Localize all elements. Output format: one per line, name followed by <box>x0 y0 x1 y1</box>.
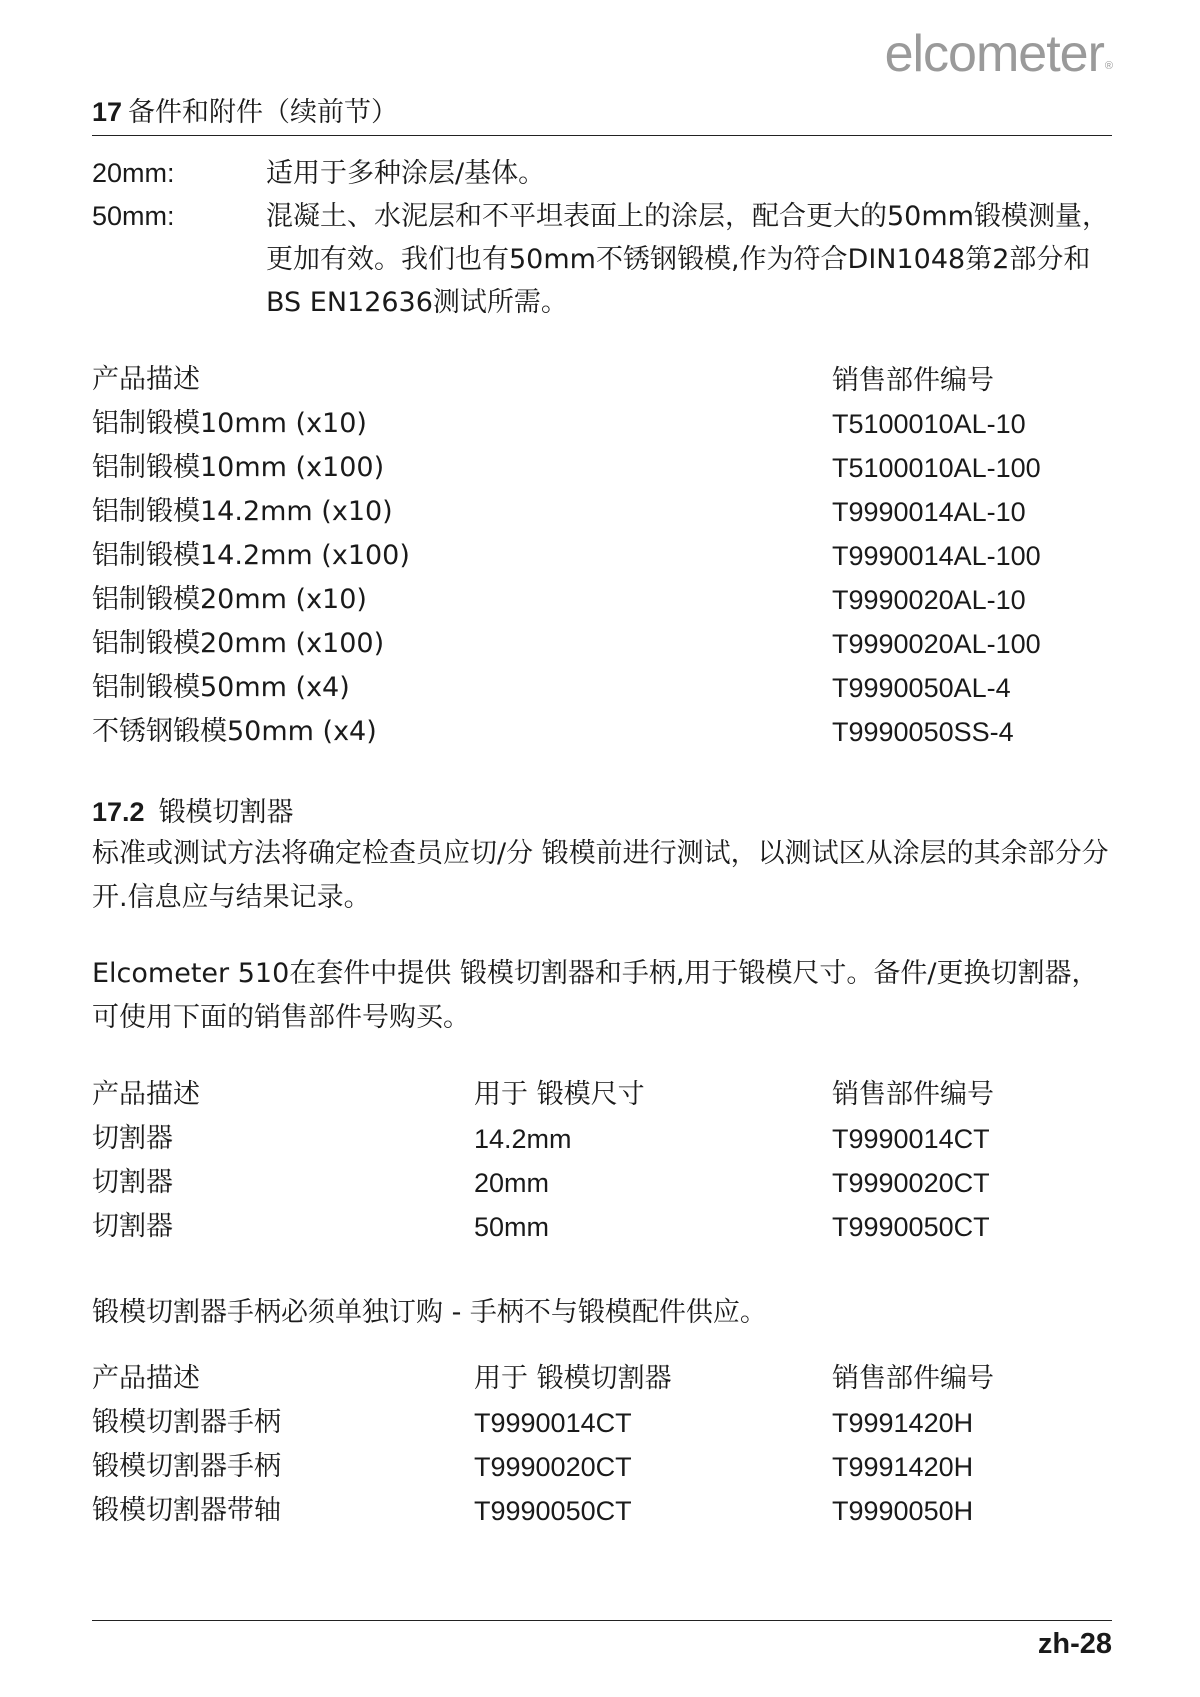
cell-part-number: T9990050H <box>832 1496 974 1526</box>
table-row <box>92 1489 1112 1533</box>
cell-dolly-size: 50mm <box>474 1212 550 1242</box>
table-row <box>92 578 1112 622</box>
table-row <box>92 1401 1112 1445</box>
cell-description: 铝制锻模50mm (x4) <box>92 672 350 703</box>
cell-description: 不锈钢锻模50mm (x4) <box>92 716 377 747</box>
cell-description: 锻模切割器手柄 <box>92 1451 281 1482</box>
logo-text: elcometer <box>884 25 1104 83</box>
header-dolly-cutter: 用于 锻模切割器 <box>474 1363 672 1394</box>
table-header-row <box>92 358 1112 402</box>
table-row <box>92 710 1112 754</box>
cell-cutter: T9990014CT <box>474 1408 632 1438</box>
cell-part-number: T9990014AL-10 <box>832 497 1026 527</box>
section-number: 17 <box>92 97 123 127</box>
cell-description: 铝制锻模10mm (x10) <box>92 408 367 439</box>
header-description: 产品描述 <box>92 1363 200 1394</box>
cell-part-number: T9990014CT <box>832 1124 990 1154</box>
cell-part-number: T9991420H <box>832 1408 974 1438</box>
definition-desc: 适用于多种涂层/基体。 <box>266 158 546 189</box>
cell-description: 铝制锻模10mm (x100) <box>92 452 385 483</box>
cell-dolly-size: 20mm <box>474 1168 550 1198</box>
footer-divider <box>92 1620 1112 1621</box>
cutter-parts-table <box>92 1073 1112 1249</box>
cell-part-number: T9990020CT <box>832 1168 990 1198</box>
table-row <box>92 534 1112 578</box>
subsection-heading <box>92 790 294 829</box>
cell-dolly-size: 14.2mm <box>474 1124 572 1154</box>
cell-part-number: T9990050AL-4 <box>832 673 1011 703</box>
cell-description: 铝制锻模14.2mm (x100) <box>92 540 410 571</box>
registered-mark: ® <box>1104 60 1112 72</box>
cell-description: 铝制锻模20mm (x100) <box>92 628 385 659</box>
definition-desc: 混凝土、水泥层和不平坦表面上的涂层，配合更大的50mm锻模测量，更加有效。我们也有50mm不锈钢锻模,作为符合DIN1048第2部分和BS EN12636测试所需。 <box>266 201 1109 318</box>
table-row <box>92 446 1112 490</box>
dolly-parts-table <box>92 358 1112 754</box>
subsection-title: 锻模切割器 <box>158 797 294 828</box>
cell-description: 锻模切割器带轴 <box>92 1495 281 1526</box>
definition-50mm <box>92 195 1112 324</box>
paragraph-test-method: 标准或测试方法将确定检查员应切/分 锻模前进行测试，以测试区从涂层的其余部分分开.信息应与结果记录。 <box>92 838 1109 913</box>
cell-part-number: T9991420H <box>832 1452 974 1482</box>
cell-part-number: T9990014AL-100 <box>832 541 1041 571</box>
header-description: 产品描述 <box>92 364 200 395</box>
header-part-number: 销售部件编号 <box>832 1363 994 1394</box>
table-row <box>92 1161 1112 1205</box>
table-header-row <box>92 1357 1112 1401</box>
definition-term: 50mm: <box>92 201 175 231</box>
table-row <box>92 1117 1112 1161</box>
table-header-row <box>92 1073 1112 1117</box>
handle-parts-table <box>92 1357 1112 1533</box>
cell-description: 锻模切割器手柄 <box>92 1407 281 1438</box>
cell-description: 切割器 <box>92 1211 173 1242</box>
header-description: 产品描述 <box>92 1079 200 1110</box>
definition-20mm <box>92 152 1112 195</box>
table-row <box>92 622 1112 666</box>
cell-part-number: T9990050SS-4 <box>832 717 1014 747</box>
table-row <box>92 1205 1112 1249</box>
table-row <box>92 666 1112 710</box>
header-dolly-size: 用于 锻模尺寸 <box>474 1079 645 1110</box>
elcometer-logo <box>885 24 1112 84</box>
section-title: 备件和附件（续前节） <box>128 97 399 128</box>
page-number: zh-28 <box>1037 1628 1112 1660</box>
cell-part-number: T9990020AL-100 <box>832 629 1041 659</box>
header-part-number: 销售部件编号 <box>832 1079 994 1110</box>
cell-description: 切割器 <box>92 1123 173 1154</box>
table-row <box>92 402 1112 446</box>
paragraph-handle-note: 锻模切割器手柄必须单独订购 - 手柄不与锻模配件供应。 <box>92 1297 767 1328</box>
cell-part-number: T5100010AL-10 <box>832 409 1026 439</box>
cell-description: 铝制锻模20mm (x10) <box>92 584 367 615</box>
definition-term: 20mm: <box>92 158 175 188</box>
table-row <box>92 1445 1112 1489</box>
cell-cutter: T9990020CT <box>474 1452 632 1482</box>
dolly-size-definitions <box>92 152 1112 324</box>
table-row <box>92 490 1112 534</box>
cell-description: 切割器 <box>92 1167 173 1198</box>
subsection-number: 17.2 <box>92 797 145 827</box>
paragraph-kit-contents: Elcometer 510在套件中提供 锻模切割器和手柄,用于锻模尺寸。备件/更换切割器，可使用下面的销售部件号购买。 <box>92 958 1099 1033</box>
cell-description: 铝制锻模14.2mm (x10) <box>92 496 393 527</box>
cell-part-number: T9990020AL-10 <box>832 585 1026 615</box>
section-heading <box>92 90 1112 136</box>
header-part-number: 销售部件编号 <box>832 365 994 395</box>
cell-cutter: T9990050CT <box>474 1496 632 1526</box>
cell-part-number: T9990050CT <box>832 1212 990 1242</box>
cell-part-number: T5100010AL-100 <box>832 453 1041 483</box>
